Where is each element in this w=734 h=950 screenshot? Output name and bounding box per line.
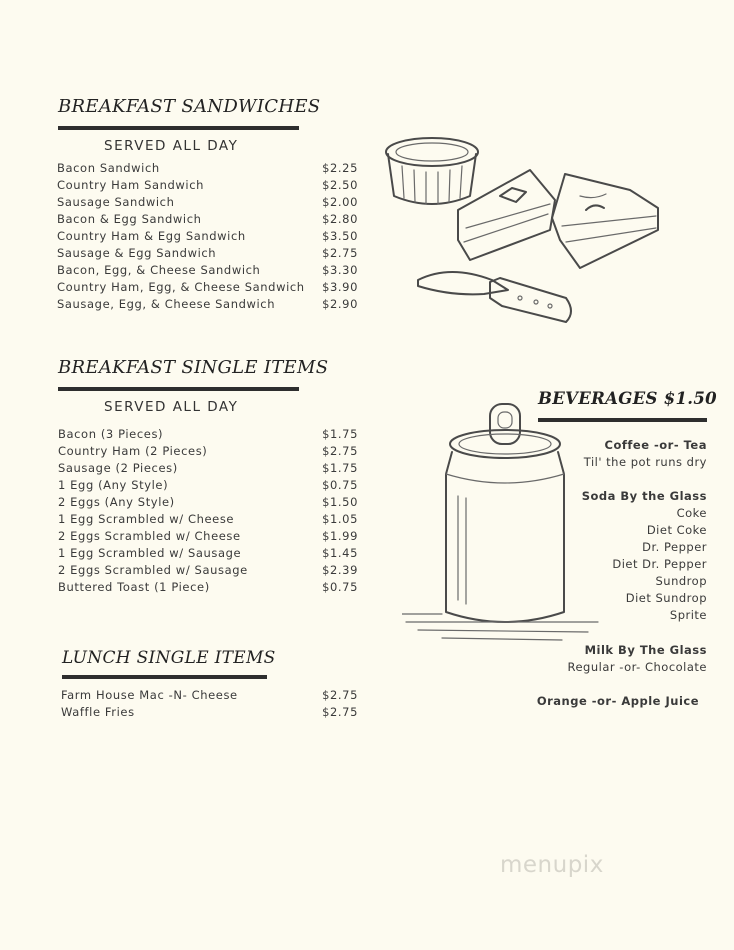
menu-item [58,461,358,478]
breakfast-sandwiches-subtitle: SERVED ALL DAY [104,138,239,154]
menu-item [57,161,358,178]
menu-item-price: $2.39 [322,563,358,577]
menu-item-name: 1 Egg (Any Style) [58,478,169,492]
menu-item-name: 2 Eggs (Any Style) [58,495,175,509]
menu-item-name: Bacon (3 Pieces) [58,427,164,441]
beverage-soda-item: Coke [676,506,707,520]
menu-item-price: $1.45 [322,546,358,560]
menu-item [58,427,358,444]
menu-item-name: Bacon & Egg Sandwich [57,212,202,226]
menu-item-price: $1.50 [322,495,358,509]
breakfast-single-list [58,427,358,597]
breakfast-single-subtitle: SERVED ALL DAY [104,399,239,415]
beverage-juice-heading: Orange -or- Apple Juice [536,694,699,708]
menu-item [57,280,358,297]
beverage-milk-detail: Regular -or- Chocolate [567,660,707,674]
menu-item [57,229,358,246]
lunch-single-rule [62,675,267,679]
toast-and-butter-icon [380,130,670,330]
menu-item-name: Country Ham (2 Pieces) [58,444,208,458]
menu-item-name: Sausage (2 Pieces) [58,461,178,475]
menu-item [58,512,358,529]
menu-item-name: Bacon Sandwich [57,161,160,175]
menu-item-price: $2.75 [322,444,358,458]
beverage-soda-item: Diet Coke [646,523,707,537]
menu-item [58,495,358,512]
beverage-milk-group [568,642,708,676]
beverage-soda-item: Diet Dr. Pepper [612,557,707,571]
beverage-juice-group [537,693,699,710]
beverage-soda-item: Sprite [669,608,707,622]
menu-item-price: $3.30 [322,263,358,277]
menu-item-price: $1.75 [322,461,358,475]
menu-item [58,478,358,495]
beverages-title: BEVERAGES $1.50 [538,389,717,408]
menu-item-name: Bacon, Egg, & Cheese Sandwich [57,263,261,277]
lunch-single-title: LUNCH SINGLE ITEMS [62,648,276,668]
menu-item-price: $2.00 [322,195,358,209]
menu-item [58,444,358,461]
beverage-soda-item: Diet Sundrop [625,591,707,605]
menu-item [61,705,358,722]
breakfast-single-title: BREAKFAST SINGLE ITEMS [58,357,329,378]
menu-item-name: Country Ham, Egg, & Cheese Sandwich [57,280,305,294]
beverage-soda-heading: Soda By the Glass [581,489,707,503]
menu-item-price: $2.80 [322,212,358,226]
beverage-coffee-detail: Til' the pot runs dry [583,455,707,469]
menu-item-name: 1 Egg Scrambled w/ Cheese [58,512,235,526]
breakfast-sandwiches-title: BREAKFAST SANDWICHES [58,96,321,117]
menu-item-price: $2.90 [322,297,358,311]
menu-item-name: Country Ham & Egg Sandwich [57,229,246,243]
menu-item [58,580,358,597]
menu-item [57,212,358,229]
menu-item-price: $2.75 [322,688,358,702]
menu-item [58,563,358,580]
menu-item-price: $1.99 [322,529,358,543]
menu-item [57,195,358,212]
breakfast-sandwiches-rule [58,126,299,130]
menu-item-name: Country Ham Sandwich [57,178,205,192]
menu-item-price: $1.05 [322,512,358,526]
beverage-coffee-heading: Coffee -or- Tea [604,438,707,452]
menu-item-name: 2 Eggs Scrambled w/ Sausage [58,563,248,577]
menu-item [58,529,358,546]
menu-item [57,178,358,195]
menu-item-name: 1 Egg Scrambled w/ Sausage [58,546,242,560]
menu-item-price: $3.50 [322,229,358,243]
menu-item [57,263,358,280]
soda-can-icon [402,400,602,645]
menu-item-name: Sausage Sandwich [57,195,175,209]
menu-item [57,246,358,263]
menu-item-name: Sausage & Egg Sandwich [57,246,217,260]
menu-item-name: Sausage, Egg, & Cheese Sandwich [57,297,276,311]
menu-item-price: $1.75 [322,427,358,441]
menu-item [61,688,358,705]
lunch-single-list [61,688,358,722]
breakfast-single-rule [58,387,299,391]
menu-item-price: $0.75 [322,580,358,594]
menu-item-name: 2 Eggs Scrambled w/ Cheese [58,529,241,543]
menu-item-name: Waffle Fries [61,705,135,719]
beverage-milk-heading: Milk By The Glass [584,643,707,657]
menu-item-price: $3.90 [322,280,358,294]
menu-item-price: $2.75 [322,705,358,719]
menu-item [58,546,358,563]
breakfast-sandwiches-list [57,161,358,314]
beverage-coffee-group [584,437,707,471]
beverage-soda-item: Dr. Pepper [642,540,707,554]
menu-item-name: Buttered Toast (1 Piece) [58,580,210,594]
beverage-soda-item: Sundrop [655,574,707,588]
menu-item-price: $2.25 [322,161,358,175]
menu-item [57,297,358,314]
menupix-watermark: menupix [500,852,604,878]
menu-item-price: $0.75 [322,478,358,492]
menu-item-name: Farm House Mac -N- Cheese [61,688,238,702]
menu-item-price: $2.50 [322,178,358,192]
menu-item-price: $2.75 [322,246,358,260]
